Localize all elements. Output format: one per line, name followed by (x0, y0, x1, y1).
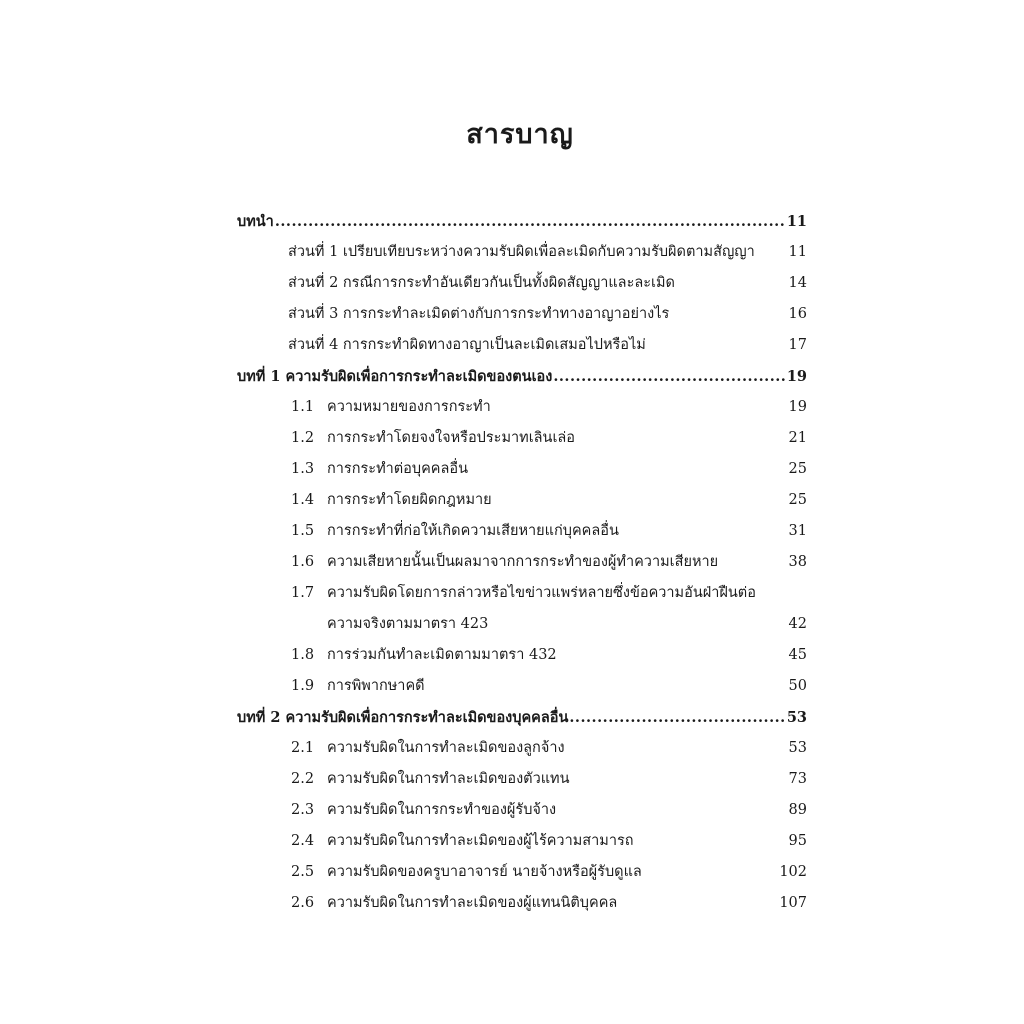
toc-section-number: 1.2 (291, 430, 315, 446)
toc-section-label: ความรับผิดในการทำละเมิดของผู้แทนนิติบุคคล (327, 895, 618, 911)
toc-section-number: 2.3 (291, 802, 315, 818)
toc-page-number: 21 (788, 430, 807, 446)
toc-part[interactable] (237, 299, 807, 330)
dot-leader (569, 702, 785, 733)
toc-chapter-label: บทที่ 2 ความรับผิดเพื่อการกระทำละเมิดของบุคคลอื่น (237, 709, 569, 726)
toc-section[interactable] (237, 671, 807, 702)
toc-section-label-line1: ความรับผิดโดยการกล่าวหรือไขข่าวแพร่หลายซึ่งข้อความอันฝ่าฝืนต่อ (327, 585, 756, 601)
toc-section-label: การร่วมกันทำละเมิดตามมาตรา 432 (327, 647, 557, 663)
toc-chapter-intro[interactable] (237, 206, 807, 237)
toc-chapter-1[interactable] (237, 361, 807, 392)
toc-page-number: 50 (788, 678, 807, 694)
toc-section-label: ความหมายของการกระทำ (327, 399, 491, 415)
toc-page-number: 17 (788, 337, 807, 353)
dot-leader (275, 206, 786, 237)
toc-page-number: 45 (788, 647, 807, 663)
toc-section-label: การกระทำต่อบุคคลอื่น (327, 461, 468, 477)
toc-chapter-label: บทนำ (237, 213, 274, 230)
toc-section-number: 1.5 (291, 523, 315, 539)
page-title: สารบาญ (466, 119, 574, 150)
toc-section-label: ความรับผิดของครูบาอาจารย์ นายจ้างหรือผู้รับดูแล (327, 864, 642, 880)
toc-part[interactable] (237, 268, 807, 299)
toc-section-label: ความเสียหายนั้นเป็นผลมาจากการกระทำของผู้ทำความเสียหาย (327, 554, 719, 570)
toc-section-label: ความรับผิดในการทำละเมิดของตัวแทน (327, 771, 570, 787)
toc-section-label: การกระทำโดยจงใจหรือประมาทเลินเล่อ (327, 430, 576, 446)
toc-section[interactable] (237, 795, 807, 826)
toc-page-number: 53 (788, 740, 807, 756)
toc-section-line2 (327, 609, 807, 640)
toc-page-number: 25 (788, 492, 807, 508)
toc-page-number: 38 (788, 554, 807, 570)
toc-section-number: 2.5 (291, 864, 315, 880)
toc-section-number: 1.7 (291, 585, 315, 601)
toc-part[interactable] (237, 237, 807, 268)
toc-page-number: 53 (786, 709, 807, 726)
toc-section-number: 2.4 (291, 833, 315, 849)
toc-section-label: การกระทำโดยผิดกฎหมาย (327, 492, 492, 508)
toc-section[interactable] (237, 857, 807, 888)
toc-page-number: 25 (788, 461, 807, 477)
toc-page-number: 19 (788, 399, 807, 415)
toc-page-number: 89 (788, 802, 807, 818)
toc-section[interactable] (237, 888, 807, 919)
toc-part-label: ส่วนที่ 3 การกระทำละเมิดต่างกับการกระทำทางอาญาอย่างไร (288, 306, 670, 322)
toc-part-label: ส่วนที่ 1 เปรียบเทียบระหว่างความรับผิดเพื่อละเมิดกับความรับผิดตามสัญญา (288, 244, 755, 260)
toc-section[interactable] (237, 454, 807, 485)
toc-page-number: 102 (779, 864, 807, 880)
toc-part[interactable] (237, 330, 807, 361)
toc-section[interactable] (237, 764, 807, 795)
toc-section-number: 1.1 (291, 399, 315, 415)
toc-section-label-line2: ความจริงตามมาตรา 423 (327, 616, 489, 632)
toc-section-number: 1.6 (291, 554, 315, 570)
toc-part-label: ส่วนที่ 2 กรณีการกระทำอันเดียวกันเป็นทั้งผิดสัญญาและละเมิด (288, 275, 675, 291)
dot-leader (553, 361, 785, 392)
toc-section[interactable] (237, 733, 807, 764)
toc-section[interactable] (237, 392, 807, 423)
toc-chapter-2[interactable] (237, 702, 807, 733)
toc-section-number: 1.9 (291, 678, 315, 694)
toc-page-number: 107 (779, 895, 807, 911)
toc-page-number: 73 (788, 771, 807, 787)
toc-section[interactable] (237, 826, 807, 857)
toc-section-label: ความรับผิดในการทำละเมิดของลูกจ้าง (327, 740, 565, 756)
table-of-contents (237, 206, 807, 919)
toc-section-label: การกระทำที่ก่อให้เกิดความเสียหายแก่บุคคลอื่น (327, 523, 619, 539)
toc-section[interactable] (237, 423, 807, 454)
toc-section-number: 1.8 (291, 647, 315, 663)
toc-section-number: 1.4 (291, 492, 315, 508)
toc-page-number: 16 (788, 306, 807, 322)
toc-page-number: 11 (788, 244, 807, 260)
toc-page-number: 19 (786, 368, 807, 385)
toc-page-number: 31 (788, 523, 807, 539)
toc-page-number: 42 (788, 616, 807, 632)
toc-section[interactable] (237, 578, 807, 640)
toc-section-number: 2.2 (291, 771, 315, 787)
toc-page-number: 11 (786, 213, 807, 230)
toc-page-number: 95 (788, 833, 807, 849)
toc-section[interactable] (237, 547, 807, 578)
toc-section[interactable] (237, 485, 807, 516)
toc-section-number: 2.1 (291, 740, 315, 756)
toc-section-number: 2.6 (291, 895, 315, 911)
toc-page-number: 14 (788, 275, 807, 291)
toc-section[interactable] (237, 640, 807, 671)
toc-section[interactable] (237, 516, 807, 547)
toc-section-label: ความรับผิดในการกระทำของผู้รับจ้าง (327, 802, 557, 818)
toc-chapter-label: บทที่ 1 ความรับผิดเพื่อการกระทำละเมิดของตนเอง (237, 368, 553, 385)
toc-section-label: ความรับผิดในการทำละเมิดของผู้ไร้ความสามารถ (327, 833, 634, 849)
toc-section-label: การพิพากษาคดี (327, 678, 425, 694)
toc-part-label: ส่วนที่ 4 การกระทำผิดทางอาญาเป็นละเมิดเสมอไปหรือไม่ (288, 337, 646, 353)
toc-section-body (327, 578, 807, 640)
toc-section-number: 1.3 (291, 461, 315, 477)
